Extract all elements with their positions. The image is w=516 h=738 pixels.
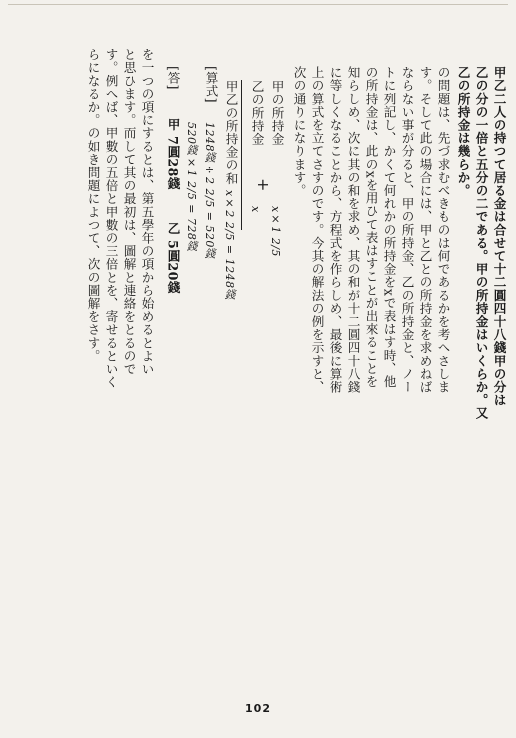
calc-line-1: 1248錢÷2 2/5 = 520錢 (203, 122, 216, 260)
explanation-line-1: の問題は、先づ求むべきものは何であるかを考へさしま (435, 66, 451, 394)
solution-expr-b: x (249, 206, 262, 213)
plus-sign: + (254, 178, 273, 192)
explanation-line-4: トに列記し、かくて何れかの所持金をxで表はす時、他 (381, 66, 397, 389)
problem-line-1: 甲乙二人の持つて居る金は合せて十二圓四十八錢甲の分は (491, 66, 507, 407)
problem-line-2: 乙の分の一倍と五分の二である。甲の所持金はいくらか。又 (473, 66, 489, 420)
answer-label: [答] (165, 66, 181, 90)
explanation-line-9: 次の通りになります。 (291, 66, 307, 197)
solution-expr-c: x×2 2/5 = 1248錢 (223, 190, 236, 301)
calc-label: [算式] (203, 66, 219, 104)
explanation-line-7: に等しくなることから、方程式を作らしめ、最後に算術 (327, 66, 343, 394)
problem-line-3: 乙の所持金は幾らか。 (455, 66, 471, 197)
explanation-line-3: ならない事が分ると、甲の所持金、乙の所持金と、ノー (399, 66, 415, 394)
explanation-line-5: の所持金は、此のxを用ひて表はすことが出來ることを (363, 66, 379, 389)
solution-label-c: 甲乙の所持金の和 (223, 80, 239, 185)
page-number: 102 (245, 702, 271, 715)
solution-label-b: 乙の所持金 (249, 80, 265, 146)
calc-line-2: 520錢×1 2/5 = 728錢 (185, 122, 198, 252)
explanation-line-6: 知らしめ、次に其の和を求め、其の和が十二圓四十八錢 (345, 66, 361, 394)
solution-expr-a: x×1 2/5 (269, 206, 282, 257)
intro-line-3: す。例へば、甲數の五倍と甲數の三倍とを、寄せるといく (103, 48, 119, 389)
solution-label-a: 甲の所持金 (269, 80, 285, 146)
intro-line-1: を一つの項にするとは、第五學年の項から始めるとよい (139, 48, 155, 376)
answer-b: 乙 5圓20錢 (165, 222, 181, 294)
answer-a: 甲 7圓28錢 (165, 118, 181, 190)
intro-line-4: らになるか。の如き問題によつて、次の圖解をさす。 (85, 48, 101, 363)
explanation-line-2: す。そして此の場合には、甲と乙との所持金を求めねば (417, 66, 433, 394)
intro-line-2: と思ひます。而して其の最初は、圖解と連絡をとるので (121, 48, 137, 376)
explanation-line-8: 上の算式を立てさすのです。今其の解法の例を示すと、 (309, 66, 325, 394)
sum-rule (241, 80, 242, 230)
page-edge (8, 4, 508, 5)
